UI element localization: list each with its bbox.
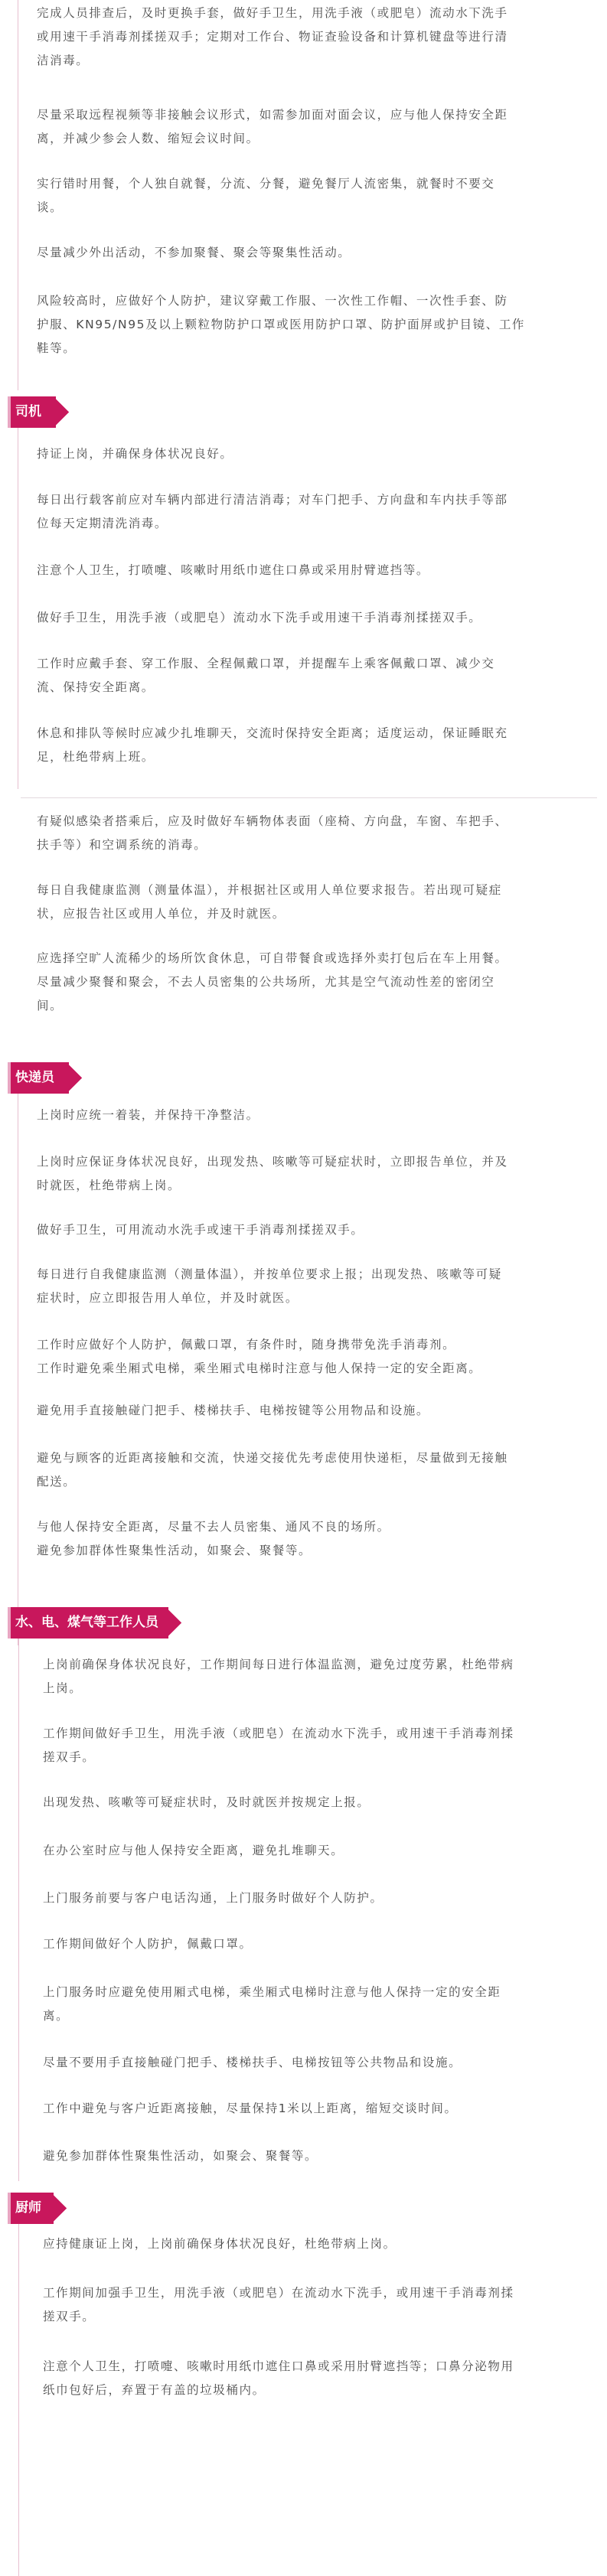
paragraph: 休息和排队等候时应减少扎堆聊天，交流时保持安全距离；适度运动，保证睡眠充 足，杜绝带病上班。 xyxy=(37,726,508,764)
paragraph: 尽量不要用手直接触碰门把手、楼梯扶手、电梯按钮等公共物品和设施。 xyxy=(43,2056,462,2069)
divider xyxy=(21,797,597,798)
paragraph: 工作中避免与客户近距离接触，尽量保持1米以上距离，缩短交谈时间。 xyxy=(43,2102,458,2115)
section-header-chef xyxy=(8,2193,54,2224)
section-driver xyxy=(0,390,607,1056)
section-title: 快递员 xyxy=(15,1070,54,1085)
paragraph: 尽量采取远程视频等非接触会议形式，如需参加面对面会议，应与他人保持安全距 离，并减少参会人数、缩短会议时间。 xyxy=(37,108,508,145)
paragraph: 注意个人卫生，打喷嚏、咳嗽时用纸巾遮住口鼻或采用肘臂遮挡等；口鼻分泌物用 纸巾包好后，弃置于有盖的垃圾桶内。 xyxy=(43,2359,514,2397)
paragraph: 风险较高时，应做好个人防护，建议穿戴工作服、一次性工作帽、一次性手套、防 护服、KN95/N95及以上颗粒物防护口罩或医用防护口罩、防护面屏或护目镜、工作 鞋等。 xyxy=(37,294,526,355)
section-title: 司机 xyxy=(15,404,41,419)
paragraph: 与他人保持安全距离，尽量不去人员密集、通风不良的场所。 避免参加群体性聚集性活动，如聚会、聚餐等。 xyxy=(37,1520,390,1557)
paragraph: 完成人员排查后，及时更换手套，做好手卫生，用洗手液（或肥皂）流动水下洗手 或用速干手消毒剂揉搓双手；定期对工作台、物证查验设备和计算机键盘等进行清 洁消毒。 xyxy=(37,6,508,67)
paragraph: 上岗时应保证身体状况良好，出现发热、咳嗽等可疑症状时，立即报告单位，并及 时就医，杜绝带病上岗。 xyxy=(37,1155,508,1192)
paragraph: 工作期间做好手卫生，用洗手液（或肥皂）在流动水下洗手，或用速干手消毒剂揉 搓双手。 xyxy=(43,1727,514,1764)
paragraph: 注意个人卫生，打喷嚏、咳嗽时用纸巾遮住口鼻或采用肘臂遮挡等。 xyxy=(37,563,430,577)
timeline-line xyxy=(18,2219,19,2576)
section-header-driver xyxy=(8,396,56,428)
paragraph: 做好手卫生，可用流动水洗手或速干手消毒剂揉搓双手。 xyxy=(37,1223,364,1237)
paragraph: 上岗时应统一着装，并保持干净整洁。 xyxy=(37,1108,259,1122)
paragraph: 每日进行自我健康监测（测量体温），并按单位要求上报；出现发热、咳嗽等可疑 症状时，应立即报告用人单位，并及时就医。 xyxy=(37,1267,502,1305)
paragraph: 上岗前确保身体状况良好，工作期间每日进行体温监测，避免过度劳累，杜绝带病 上岗。 xyxy=(43,1658,514,1695)
paragraph: 做好手卫生，用洗手液（或肥皂）流动水下洗手或用速干手消毒剂揉搓双手。 xyxy=(37,611,482,624)
section-title: 水、电、煤气等工作人员 xyxy=(15,1615,158,1630)
section-header-utility xyxy=(8,1607,168,1639)
paragraph: 工作期间做好个人防护，佩戴口罩。 xyxy=(43,1937,253,1951)
timeline-line xyxy=(18,1632,19,2181)
paragraph: 出现发热、咳嗽等可疑症状时，及时就医并按规定上报。 xyxy=(43,1795,370,1809)
paragraph: 应选择空旷人流稀少的场所饮食休息，可自带餐食或选择外卖打包后在车上用餐。 尽量减少聚餐和聚会，不去人员密集的公共场所，尤其是空气流动性差的密闭空 间。 xyxy=(37,951,508,1012)
paragraph: 工作时应做好个人防护，佩戴口罩，有条件时，随身携带免洗手消毒剂。 工作时避免乘坐厢式电梯，乘坐厢式电梯时注意与他人保持一定的安全距离。 xyxy=(37,1338,482,1375)
section-utility-workers xyxy=(0,1599,607,2181)
paragraph: 避免用手直接触碰门把手、楼梯扶手、电梯按键等公用物品和设施。 xyxy=(37,1404,430,1417)
paragraph: 在办公室时应与他人保持安全距离，避免扎堆聊天。 xyxy=(43,1844,344,1857)
paragraph: 尽量减少外出活动，不参加聚餐、聚会等聚集性活动。 xyxy=(37,246,351,259)
paragraph: 工作期间加强手卫生，用洗手液（或肥皂）在流动水下洗手，或用速干手消毒剂揉 搓双手。 xyxy=(43,2286,514,2323)
paragraph: 工作时应戴手套、穿工作服、全程佩戴口罩，并提醒车上乘客佩戴口罩、减少交 流、保持安全距离。 xyxy=(37,657,495,694)
paragraph: 每日出行载客前应对车辆内部进行清洁消毒；对车门把手、方向盘和车内扶手等部 位每天定期清洗消毒。 xyxy=(37,493,508,530)
paragraph: 持证上岗，并确保身体状况良好。 xyxy=(37,447,233,461)
paragraph: 应持健康证上岗，上岗前确保身体状况良好，杜绝带病上岗。 xyxy=(43,2237,397,2251)
section-header-courier xyxy=(8,1062,69,1094)
paragraph: 实行错时用餐，个人独自就餐，分流、分餐，避免餐厅人流密集，就餐时不要交 谈。 xyxy=(37,177,495,214)
paragraph: 有疑似感染者搭乘后，应及时做好车辆物体表面（座椅、方向盘，车窗、车把手、 扶手等）和空调系统的消毒。 xyxy=(37,814,508,852)
paragraph: 上门服务前要与客户电话沟通，上门服务时做好个人防护。 xyxy=(43,1891,383,1905)
section-title: 厨师 xyxy=(15,2200,41,2216)
section-chef xyxy=(0,2185,607,2576)
paragraph: 避免与顾客的近距离接触和交流，快递交接优先考虑使用快递柜，尽量做到无接触 配送。 xyxy=(37,1451,508,1489)
section-courier xyxy=(0,1056,607,1645)
paragraph: 避免参加群体性聚集性活动，如聚会、聚餐等。 xyxy=(43,2149,318,2163)
section-general xyxy=(0,0,607,390)
paragraph: 每日自我健康监测（测量体温），并根据社区或用人单位要求报告。若出现可疑症 状，应报告社区或用人单位，并及时就医。 xyxy=(37,883,502,921)
paragraph: 上门服务时应避免使用厢式电梯，乘坐厢式电梯时注意与他人保持一定的安全距 离。 xyxy=(43,1985,501,2023)
